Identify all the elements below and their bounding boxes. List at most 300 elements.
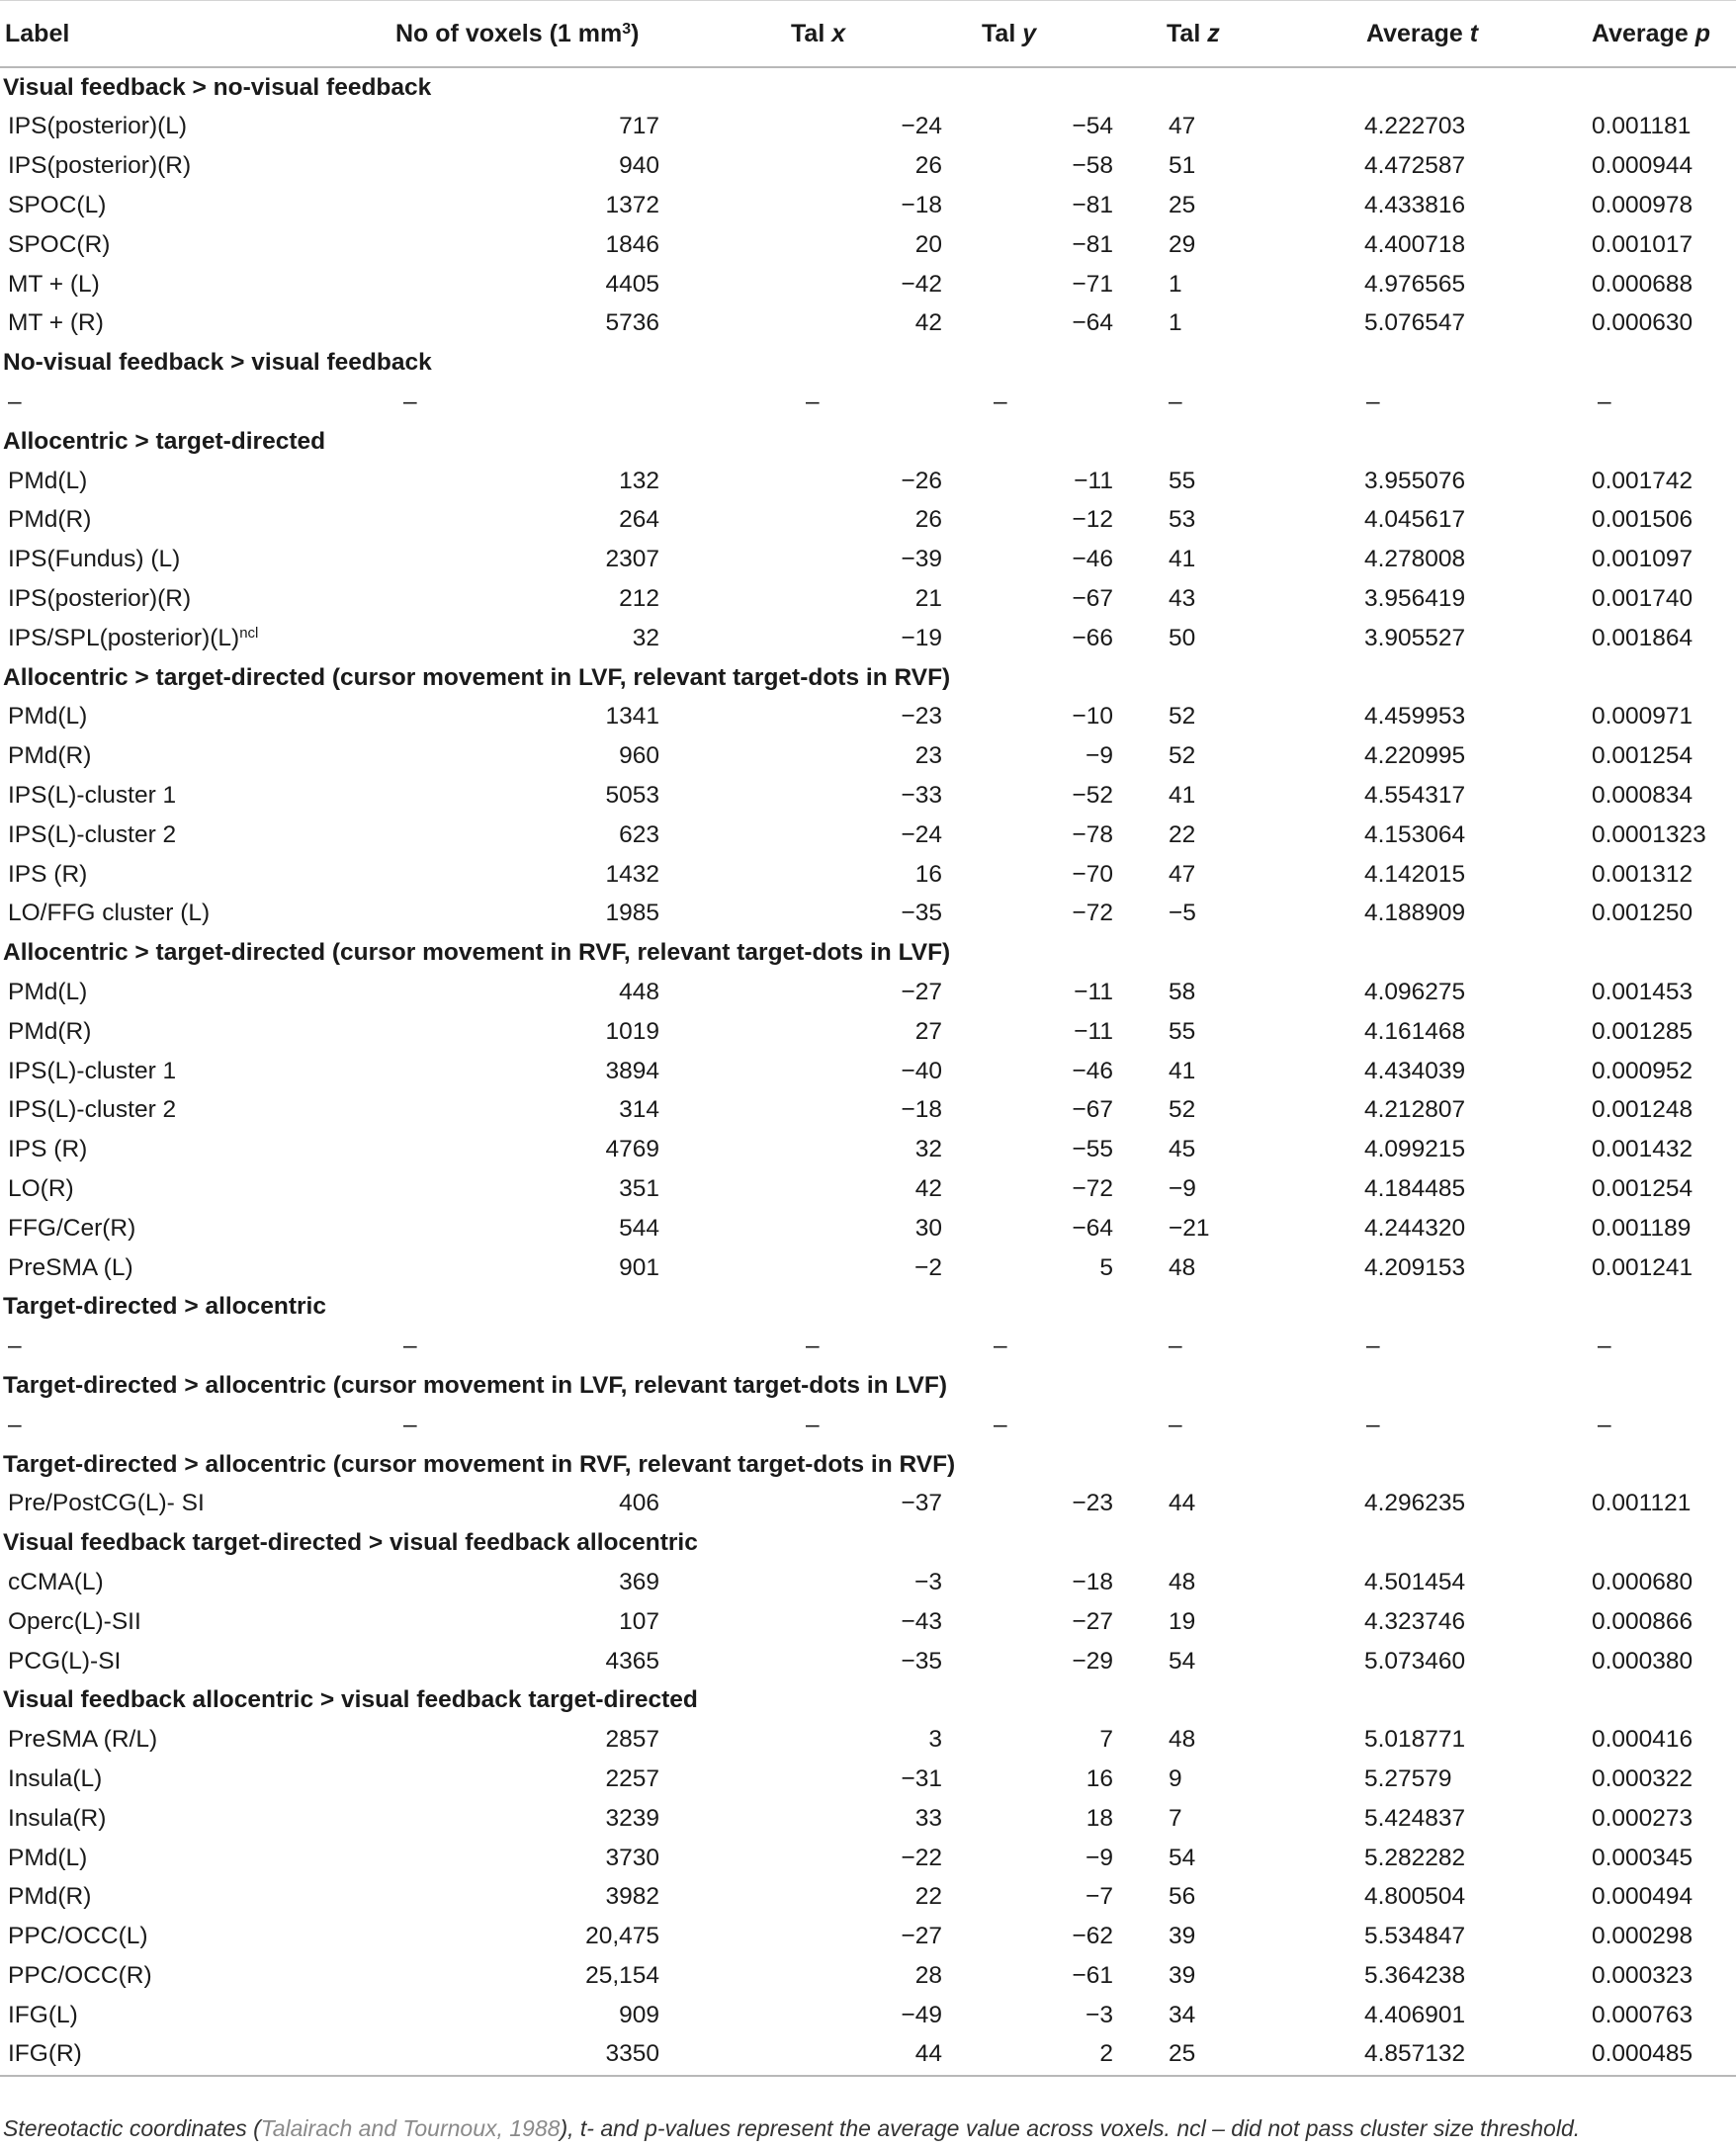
table-row xyxy=(0,147,1736,187)
cell-y: −3 xyxy=(1085,2001,1113,2028)
cell-z: 39 xyxy=(1169,1961,1196,1989)
cell-t: 4.976565 xyxy=(1364,270,1466,298)
cell-p: 0.001254 xyxy=(1592,742,1693,770)
cell-t: 5.282282 xyxy=(1364,1844,1466,1871)
section-row xyxy=(0,934,1736,974)
cell-label: PreSMA (R/L) xyxy=(8,1726,158,1754)
cell-y: −72 xyxy=(1072,1174,1113,1202)
cell-label: IPS (R) xyxy=(8,1136,88,1163)
cell-t: 4.184485 xyxy=(1364,1174,1466,1202)
cell-t: 4.296235 xyxy=(1364,1490,1466,1517)
section-title: Target-directed > allocentric (cursor movement in LVF, relevant target-dots in LVF) xyxy=(3,1371,948,1399)
cell-t: 4.220995 xyxy=(1364,742,1466,770)
section-title: Visual feedback > no-visual feedback xyxy=(3,73,432,101)
cell-label: IPS(L)-cluster 2 xyxy=(8,1096,177,1124)
cell-z: 39 xyxy=(1169,1923,1196,1950)
table-row xyxy=(0,501,1736,541)
cell-y: −81 xyxy=(1072,230,1113,258)
cell-voxels: 4365 xyxy=(605,1647,659,1675)
cell-y: −54 xyxy=(1072,113,1113,140)
cell-voxels: 351 xyxy=(619,1174,659,1202)
cell-z: 58 xyxy=(1169,978,1196,1005)
cell-y: −72 xyxy=(1072,900,1113,927)
cell-p: 0.000273 xyxy=(1592,1804,1693,1832)
cell-t: 4.153064 xyxy=(1364,820,1466,848)
cell-voxels: 909 xyxy=(619,2001,659,2028)
cell-x: −35 xyxy=(901,1647,942,1675)
cell-t: 4.099215 xyxy=(1364,1136,1466,1163)
cell-y: −18 xyxy=(1072,1568,1113,1595)
cell-average-p-empty: – xyxy=(1598,388,1611,416)
cell-p: 0.001740 xyxy=(1592,585,1693,612)
cell-t: 4.142015 xyxy=(1364,860,1466,888)
cell-label: PMd(L) xyxy=(8,703,88,731)
cell-y: −9 xyxy=(1085,1844,1113,1871)
cell-label: PCG(L)-SI xyxy=(8,1647,122,1675)
cell-p: 0.001312 xyxy=(1592,860,1693,888)
cell-t: 4.434039 xyxy=(1364,1057,1466,1084)
cell-x: 42 xyxy=(914,309,942,337)
table-footnote: Stereotactic coordinates (Talairach and Tournoux, 1988), t- and p-values represent the average value across voxels. ncl – did not pass cluster size threshold. xyxy=(3,2115,1581,2141)
section-row xyxy=(0,658,1736,698)
cell-p: 0.000322 xyxy=(1592,1764,1693,1792)
cell-x: −43 xyxy=(901,1607,942,1635)
cell-p: 0.001432 xyxy=(1592,1136,1693,1163)
cell-x: −22 xyxy=(901,1844,942,1871)
cell-x: 42 xyxy=(914,1174,942,1202)
cell-label: FFG/Cer(R) xyxy=(8,1214,136,1242)
empty-result-row xyxy=(0,1328,1736,1367)
cell-p: 0.000298 xyxy=(1592,1923,1693,1950)
cell-p: 0.000630 xyxy=(1592,309,1693,337)
cell-voxels-empty: – xyxy=(403,388,417,416)
section-title: No-visual feedback > visual feedback xyxy=(3,349,432,377)
section-title: Visual feedback allocentric > visual feedback target-directed xyxy=(3,1686,698,1714)
table-row xyxy=(0,1602,1736,1642)
cell-t: 4.045617 xyxy=(1364,506,1466,534)
cell-z: 55 xyxy=(1169,1017,1196,1045)
empty-result-row xyxy=(0,383,1736,422)
table-row xyxy=(0,855,1736,895)
cell-label: cCMA(L) xyxy=(8,1568,104,1595)
cell-voxels: 314 xyxy=(619,1096,659,1124)
table-body xyxy=(0,67,1736,2076)
cell-t: 4.096275 xyxy=(1364,978,1466,1005)
cell-t: 5.27579 xyxy=(1364,1764,1452,1792)
cell-z: −9 xyxy=(1169,1174,1196,1202)
cell-z: 25 xyxy=(1169,192,1196,219)
section-row xyxy=(0,67,1736,108)
table-row xyxy=(0,1131,1736,1170)
cell-y: −12 xyxy=(1072,506,1113,534)
cell-y: −52 xyxy=(1072,781,1113,809)
cell-label: PMd(L) xyxy=(8,467,88,494)
cell-t: 4.323746 xyxy=(1364,1607,1466,1635)
cell-z: 52 xyxy=(1169,1096,1196,1124)
cell-x: −49 xyxy=(901,2001,942,2028)
header-tal-z: Tal z xyxy=(1167,1,1354,68)
table-row xyxy=(0,304,1736,344)
cell-x: −18 xyxy=(901,192,942,219)
cell-t: 3.955076 xyxy=(1364,467,1466,494)
cell-y: −7 xyxy=(1085,1883,1113,1911)
cell-t: 4.212807 xyxy=(1364,1096,1466,1124)
cell-voxels: 3239 xyxy=(605,1804,659,1832)
table-row xyxy=(0,1878,1736,1918)
cell-voxels: 1341 xyxy=(605,703,659,731)
cell-z: −21 xyxy=(1169,1214,1210,1242)
cell-x: −42 xyxy=(901,270,942,298)
cell-p: 0.000952 xyxy=(1592,1057,1693,1084)
label-superscript: ncl xyxy=(239,624,259,642)
cell-t: 3.956419 xyxy=(1364,585,1466,612)
cell-label: PMd(R) xyxy=(8,506,92,534)
cell-z: 45 xyxy=(1169,1136,1196,1163)
cell-y: 18 xyxy=(1085,1804,1113,1832)
cell-y: −81 xyxy=(1072,192,1113,219)
cell-z: 54 xyxy=(1169,1647,1196,1675)
header-voxels: No of voxels (1 $mm^3$) xyxy=(395,1,791,68)
cell-x: −40 xyxy=(901,1057,942,1084)
table-header xyxy=(0,1,1736,68)
cell-y: −11 xyxy=(1074,467,1113,494)
cell-p: 0.000834 xyxy=(1592,781,1693,809)
cell-p: 0.000494 xyxy=(1592,1883,1693,1911)
cell-t: 4.222703 xyxy=(1364,113,1466,140)
table-row xyxy=(0,541,1736,580)
cell-x: 16 xyxy=(914,860,942,888)
cell-x: 23 xyxy=(914,742,942,770)
cell-voxels: 901 xyxy=(619,1253,659,1281)
section-title: Visual feedback target-directed > visual feedback allocentric xyxy=(3,1529,698,1557)
cell-x: −2 xyxy=(914,1253,942,1281)
cell-y: −58 xyxy=(1072,152,1113,180)
cell-x: −39 xyxy=(901,546,942,573)
table-row xyxy=(0,698,1736,737)
cell-y: 2 xyxy=(979,2035,1167,2076)
section-title: Target-directed > allocentric xyxy=(3,1293,326,1321)
table-row xyxy=(0,1012,1736,1052)
cell-label: Operc(L)-SII xyxy=(8,1607,141,1635)
cell-t: 4.433816 xyxy=(1364,192,1466,219)
cell-x: −35 xyxy=(901,900,942,927)
cell-x: 26 xyxy=(914,506,942,534)
cell-t: 4.161468 xyxy=(1364,1017,1466,1045)
cell-p: 0.000380 xyxy=(1592,1647,1693,1675)
cell-z: 1 xyxy=(1169,309,1182,337)
cell-voxels: 2307 xyxy=(605,546,659,573)
table-row xyxy=(0,1996,1736,2035)
cell-voxels: 1372 xyxy=(605,192,659,219)
cell-x: −26 xyxy=(901,467,942,494)
cell-voxels: 132 xyxy=(619,467,659,494)
cell-label: IPS(Fundus) (L) xyxy=(8,546,181,573)
cell-x: −24 xyxy=(901,113,942,140)
table-row xyxy=(0,973,1736,1012)
cell-z: 43 xyxy=(1169,585,1196,612)
table-row xyxy=(0,1485,1736,1524)
cell-y: −46 xyxy=(1072,546,1113,573)
table-row xyxy=(0,579,1736,619)
cell-x: −24 xyxy=(901,820,942,848)
cell-average-t-empty: – xyxy=(1366,1411,1380,1438)
cell-label: IPS(posterior)(L) xyxy=(8,113,188,140)
cell-y: 5 xyxy=(1099,1253,1113,1281)
cell-p: 0.001189 xyxy=(1592,1214,1692,1242)
cell-voxels: 2857 xyxy=(605,1726,659,1754)
cell-voxels: 3982 xyxy=(605,1883,659,1911)
cell-y: −61 xyxy=(1072,1961,1113,1989)
citation-reference: Talairach and Tournoux, 1988 xyxy=(260,2115,561,2141)
cell-y: −62 xyxy=(1072,1923,1113,1950)
cell-p: 0.000416 xyxy=(1592,1726,1693,1754)
table-row xyxy=(0,186,1736,225)
table-row xyxy=(0,1956,1736,1996)
cell-x: −31 xyxy=(901,1764,942,1792)
cell-p: 0.000866 xyxy=(1592,1607,1693,1635)
cell-t: 5.364238 xyxy=(1364,1961,1466,1989)
cell-voxels: 960 xyxy=(619,742,659,770)
cell-average-t-empty: – xyxy=(1366,388,1380,416)
cell-y: −10 xyxy=(1072,703,1113,731)
cell-x: 22 xyxy=(914,1883,942,1911)
header-tal-y: Tal y xyxy=(979,1,1167,68)
cell-t: 5.018771 xyxy=(1364,1726,1466,1754)
cell-p: 0.0001323 xyxy=(1592,820,1706,848)
cell-x: −27 xyxy=(901,978,942,1005)
cell-tal-y-empty: – xyxy=(994,1332,1007,1360)
cell-t: 4.406901 xyxy=(1364,2001,1466,2028)
cell-z: 52 xyxy=(1169,703,1196,731)
cell-p: 0.001506 xyxy=(1592,506,1693,534)
cell-label: PPC/OCC(R) xyxy=(8,1961,152,1989)
cell-y: −70 xyxy=(1072,860,1113,888)
cell-z: 19 xyxy=(1169,1607,1196,1635)
table-row xyxy=(0,108,1736,147)
cell-y: −67 xyxy=(1072,1096,1113,1124)
cell-z: 54 xyxy=(1169,1844,1196,1871)
cell-t: 4.472587 xyxy=(1364,152,1466,180)
cell-voxels: 940 xyxy=(619,152,659,180)
section-title: Allocentric > target-directed (cursor movement in RVF, relevant target-dots in LVF) xyxy=(3,939,951,967)
cell-label: PreSMA (L) xyxy=(8,1253,133,1281)
cell-tal-x-empty: – xyxy=(806,388,820,416)
header-average-p: Average p xyxy=(1592,1,1736,68)
cell-voxels: 25,154 xyxy=(585,1961,659,1989)
cell-voxels: 5053 xyxy=(605,781,659,809)
cell-z: 44 xyxy=(1169,1490,1196,1517)
table-row xyxy=(0,1720,1736,1760)
table-row xyxy=(0,1563,1736,1602)
cell-p: 0.001250 xyxy=(1592,900,1693,927)
cell-p: 0.000763 xyxy=(1592,2001,1693,2028)
section-title: Allocentric > target-directed (cursor movement in LVF, relevant target-dots in RVF) xyxy=(3,663,951,691)
cell-label: IPS(posterior)(R) xyxy=(8,152,192,180)
table-row xyxy=(0,1642,1736,1681)
cell-voxels: 406 xyxy=(619,1490,659,1517)
cell-tal-x-empty: – xyxy=(806,1332,820,1360)
cell-voxels: 3350 xyxy=(395,2035,791,2076)
cell-z: 41 xyxy=(1169,546,1196,573)
cell-p: 0.000345 xyxy=(1592,1844,1693,1871)
cell-z: 47 xyxy=(1169,860,1196,888)
table-row xyxy=(0,816,1736,855)
table-row xyxy=(0,2035,1736,2076)
cell-label: IPS (R) xyxy=(8,860,88,888)
table-row xyxy=(0,1052,1736,1091)
cell-voxels: 20,475 xyxy=(585,1923,659,1950)
cell-y: −67 xyxy=(1072,585,1113,612)
cell-y: −78 xyxy=(1072,820,1113,848)
cell-x: −23 xyxy=(901,703,942,731)
cell-voxels: 2257 xyxy=(605,1764,659,1792)
cell-y: −55 xyxy=(1072,1136,1113,1163)
header-label: Label xyxy=(0,1,395,68)
cell-label: IFG(L) xyxy=(8,2001,78,2028)
cell-t: 4.501454 xyxy=(1364,1568,1466,1595)
cell-label: MT + (L) xyxy=(8,270,100,298)
cell-z: 1 xyxy=(1169,270,1182,298)
cell-label: PPC/OCC(L) xyxy=(8,1923,148,1950)
cell-y: −64 xyxy=(1072,1214,1113,1242)
cell-z: 53 xyxy=(1169,506,1196,534)
cell-voxels: 717 xyxy=(619,113,659,140)
cell-label: Insula(L) xyxy=(8,1764,103,1792)
cell-label-empty: – xyxy=(8,388,22,416)
cell-x: −18 xyxy=(901,1096,942,1124)
cell-label: IPS(L)-cluster 1 xyxy=(8,781,177,809)
cell-p: 0.000680 xyxy=(1592,1568,1693,1595)
cell-p: 0.000978 xyxy=(1592,192,1693,219)
table-row xyxy=(0,776,1736,816)
cell-label: IPS/$SPL(posterior)(L)^{ncl}$ xyxy=(8,624,259,651)
table-row xyxy=(0,1760,1736,1799)
cell-z: 9 xyxy=(1169,1764,1182,1792)
table-row xyxy=(0,1091,1736,1131)
cell-average-p-empty: – xyxy=(1598,1411,1611,1438)
table-row xyxy=(0,1248,1736,1288)
cell-label: PMd(R) xyxy=(8,1017,92,1045)
cell-voxels: 448 xyxy=(619,978,659,1005)
cell-z: −5 xyxy=(1169,900,1196,927)
cell-t: 3.905527 xyxy=(1364,624,1466,651)
cell-x: 30 xyxy=(914,1214,942,1242)
cell-x: 33 xyxy=(914,1804,942,1832)
cell-t: 5.534847 xyxy=(1364,1923,1466,1950)
cell-z: 55 xyxy=(1169,467,1196,494)
section-row xyxy=(0,1445,1736,1485)
cell-z: 48 xyxy=(1169,1568,1196,1595)
cell-t: 5.076547 xyxy=(1364,309,1466,337)
cell-voxels: 4405 xyxy=(605,270,659,298)
table-row xyxy=(0,462,1736,501)
cell-label: IPS(L)-cluster 2 xyxy=(8,820,177,848)
cell-y: −11 xyxy=(1074,978,1113,1005)
cell-tal-z-empty: – xyxy=(1169,1332,1182,1360)
cell-t: 4.400718 xyxy=(1364,230,1466,258)
section-row xyxy=(0,1681,1736,1721)
cell-p: 0.001453 xyxy=(1592,978,1693,1005)
cell-label: LO/FFG cluster (L) xyxy=(8,900,211,927)
cell-p: 0.000323 xyxy=(1592,1961,1693,1989)
header-tal-x: Tal x xyxy=(791,1,979,68)
cell-z: 52 xyxy=(1169,742,1196,770)
cell-t: 4.800504 xyxy=(1364,1883,1466,1911)
cell-x: 26 xyxy=(914,152,942,180)
cell-label-empty: – xyxy=(8,1411,22,1438)
cell-voxels: 1432 xyxy=(605,860,659,888)
cell-x: −19 xyxy=(901,624,942,651)
cell-tal-z-empty: – xyxy=(1169,388,1182,416)
cell-z: 48 xyxy=(1169,1253,1196,1281)
cell-z: 51 xyxy=(1169,152,1196,180)
cell-t: 4.459953 xyxy=(1364,703,1466,731)
cell-label: PMd(L) xyxy=(8,1844,88,1871)
cell-voxels: 1846 xyxy=(605,230,659,258)
cell-voxels: 3730 xyxy=(605,1844,659,1871)
cell-tal-y-empty: – xyxy=(994,388,1007,416)
cell-voxels: 544 xyxy=(619,1214,659,1242)
cell-voxels: 1985 xyxy=(605,900,659,927)
cell-x: −37 xyxy=(901,1490,942,1517)
cell-z: 50 xyxy=(1169,624,1196,651)
section-row xyxy=(0,1288,1736,1328)
cell-voxels: 107 xyxy=(619,1607,659,1635)
cell-label: Pre/PostCG(L)- SI xyxy=(8,1490,205,1517)
cell-z: 25 xyxy=(1167,2035,1354,2076)
table-row xyxy=(0,1209,1736,1248)
cell-z: 29 xyxy=(1169,230,1196,258)
cell-voxels: 212 xyxy=(619,585,659,612)
cell-x: 28 xyxy=(914,1961,942,1989)
cell-y: −9 xyxy=(1085,742,1113,770)
cell-z: 34 xyxy=(1169,2001,1196,2028)
cell-voxels: 264 xyxy=(619,506,659,534)
section-row xyxy=(0,1523,1736,1563)
cell-p: 0.000688 xyxy=(1592,270,1693,298)
section-title: Target-directed > allocentric (cursor movement in RVF, relevant target-dots in RVF) xyxy=(3,1450,956,1478)
cell-y: −71 xyxy=(1072,270,1113,298)
cell-x: 44 xyxy=(791,2035,979,2076)
empty-result-row xyxy=(0,1406,1736,1445)
table-row xyxy=(0,1169,1736,1209)
cell-p: 0.001254 xyxy=(1592,1174,1693,1202)
table-row xyxy=(0,1839,1736,1878)
table-row xyxy=(0,265,1736,304)
cell-label: IPS(L)-cluster 1 xyxy=(8,1057,177,1084)
cell-label-empty: – xyxy=(8,1332,22,1360)
cell-t: 5.424837 xyxy=(1364,1804,1466,1832)
cell-p: 0.001121 xyxy=(1592,1490,1692,1517)
cell-voxels: 5736 xyxy=(605,309,659,337)
cell-p: 0.001248 xyxy=(1592,1096,1693,1124)
cell-t: 5.073460 xyxy=(1364,1647,1466,1675)
section-title: Allocentric > target-directed xyxy=(3,427,326,455)
section-row xyxy=(0,422,1736,462)
cell-y: −23 xyxy=(1072,1490,1113,1517)
cell-y: −11 xyxy=(1074,1017,1113,1045)
cell-z: 48 xyxy=(1169,1726,1196,1754)
cell-p: 0.001097 xyxy=(1592,546,1693,573)
cell-z: 56 xyxy=(1169,1883,1196,1911)
cell-x: −33 xyxy=(901,781,942,809)
cell-voxels: 623 xyxy=(619,820,659,848)
cell-p: 0.001285 xyxy=(1592,1017,1693,1045)
cell-y: −64 xyxy=(1072,309,1113,337)
section-row xyxy=(0,344,1736,384)
cell-y: 16 xyxy=(1085,1764,1113,1792)
cell-t: 4.209153 xyxy=(1364,1253,1466,1281)
